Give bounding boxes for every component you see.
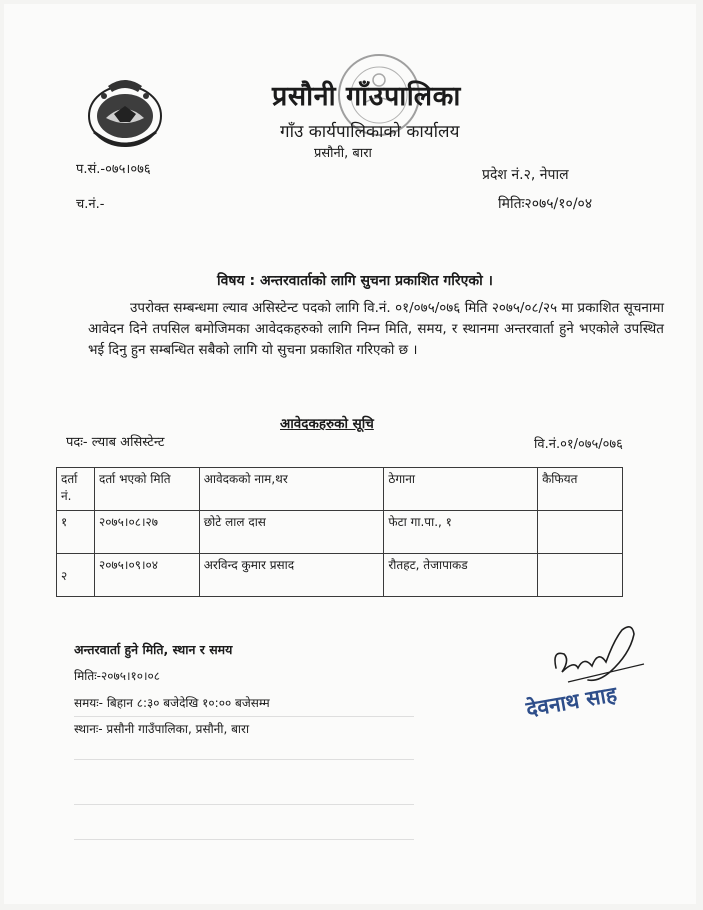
bleed-through-line <box>74 716 414 717</box>
province-label: प्रदेश नं.२, नेपाल <box>482 167 569 183</box>
org-name: प्रसौनी गाँउपालिका <box>272 81 461 112</box>
table-cell: २०७५।०९।०४ <box>94 554 199 597</box>
interview-place: स्थानः- प्रसौनी गाउँपालिका, प्रसौनी, बारा <box>74 722 250 736</box>
government-emblem-icon <box>84 72 166 152</box>
document-page <box>4 4 696 904</box>
vacancy-number: वि.नं.०१/०७५/०७६ <box>534 437 623 452</box>
table-cell: २ <box>57 554 95 597</box>
column-header: दर्ता भएको मिति <box>94 468 199 511</box>
signature-icon <box>548 620 648 690</box>
bleed-through-line <box>74 759 414 760</box>
table-header-row <box>57 468 623 511</box>
table-cell: छोटे लाल दास <box>199 511 384 554</box>
dispatch-number: च.नं.- <box>76 197 105 212</box>
interview-time: समयः- बिहान ८:३० बजेदेखि १०:०० बजेसम्म <box>74 696 270 710</box>
subject-line: विषय : अन्तरवार्ताको लागि सुचना प्रकाशित गरिएको । <box>217 273 493 289</box>
column-header: दर्ता नं. <box>57 468 95 511</box>
reference-number: प.सं.-०७५।०७६ <box>76 162 151 177</box>
applicant-list-title: आवेदकहरुको सूचि <box>280 416 374 432</box>
office-name: गाँउ कार्यपालिकाको कार्यालय <box>280 122 460 142</box>
applicant-table <box>56 467 623 597</box>
document-date: मितिः२०७५/१०/०४ <box>498 196 593 212</box>
office-address: प्रसौनी, बारा <box>314 146 372 161</box>
table-cell: रौतहट, तेजापाकड <box>384 554 538 597</box>
table-cell <box>538 554 623 597</box>
interview-date: मितिः-२०७५।१०।०८ <box>74 669 161 683</box>
table-cell: फेटा गा.पा., १ <box>384 511 538 554</box>
column-header: कैफियत <box>538 468 623 511</box>
signatory-name: देवनाथ साह <box>524 682 619 722</box>
post-label: पदः- ल्याब असिस्टेन्ट <box>66 435 165 450</box>
table-cell: अरविन्द कुमार प्रसाद <box>199 554 384 597</box>
table-cell <box>538 511 623 554</box>
column-header: ठेगाना <box>384 468 538 511</box>
bleed-through-line <box>74 804 414 805</box>
column-header: आवेदकको नाम,थर <box>199 468 384 511</box>
table-row <box>57 554 623 597</box>
notice-body: उपरोक्त सम्बन्धमा ल्याव असिस्टेन्ट पदको लागि वि.नं. ०१/०७५/०७६ मिति २०७५/०८/२५ मा प्रकाशित सूचनामा आवेदन दिने तपसिल बमोजिमका आवेदकहरुको लागि निम्न मिति, समय, र स्थानमा अन्तरवार्ता हुने भएकोले उपस्थित भई दिनु हुन सम्बन्धित सबैको लागि यो सुचना प्रकाशित गरिएको छ । <box>88 300 664 358</box>
table-cell: १ <box>57 511 95 554</box>
table-row <box>57 511 623 554</box>
interview-title: अन्तरवार्ता हुने मिति, स्थान र समय <box>74 642 233 657</box>
bleed-through-line <box>74 839 414 840</box>
table-cell: २०७५।०८।२७ <box>94 511 199 554</box>
